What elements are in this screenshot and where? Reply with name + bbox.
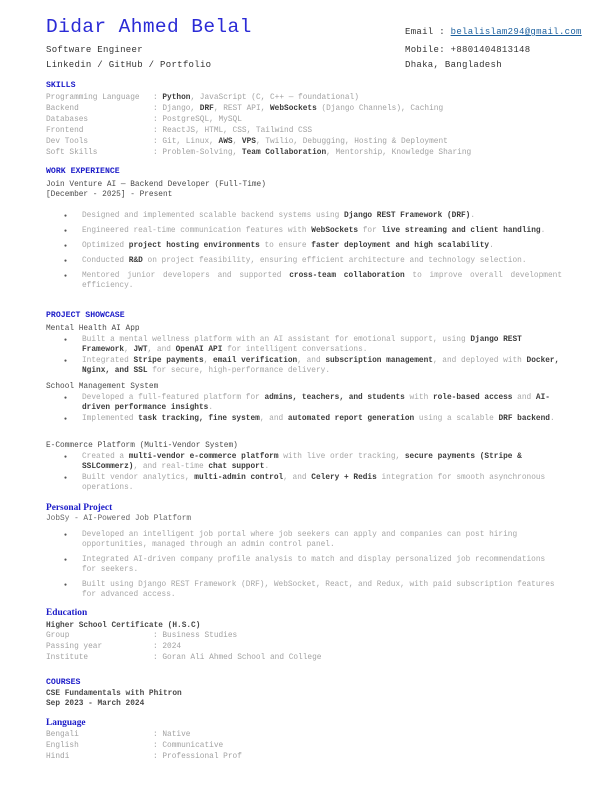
text: ReactJS, HTML, CSS, Tailwind CSS <box>162 127 313 135</box>
github-link[interactable]: GitHub <box>108 60 143 70</box>
emphasis-text: faster deployment and high scalability <box>311 242 490 250</box>
text: . <box>208 404 214 412</box>
row-value: Goran Ali Ahmed School and College <box>162 654 322 662</box>
project-bullets <box>64 452 562 494</box>
text: , JavaScript (C, C++ — foundational) <box>190 94 359 102</box>
text: Git, Linux, <box>162 138 219 146</box>
list-item <box>64 393 562 413</box>
colon: : <box>153 138 163 146</box>
personal-project-heading: Personal Project <box>46 503 113 513</box>
text: Mentored junior developers and supported <box>82 272 290 280</box>
emphasis-text: task tracking, fine system <box>138 415 260 423</box>
skills-heading: SKILLS <box>46 81 76 90</box>
text: to ensure <box>259 242 312 250</box>
text: to improve overall development efficiency. <box>82 272 562 290</box>
emphasis-text: R&D <box>128 257 143 265</box>
text: with <box>404 394 433 402</box>
emphasis-text: automated report generation <box>287 415 415 423</box>
colon: : <box>153 742 163 750</box>
project-title: Mental Health AI App <box>46 325 140 333</box>
emphasis-text: VPS <box>241 138 256 146</box>
text: on project feasibility, ensuring efficient architecture and technology selection. <box>142 257 527 265</box>
emphasis-text: live streaming and client handling <box>381 227 541 235</box>
text: Conducted <box>82 257 129 265</box>
colon: : <box>153 654 163 662</box>
project-title: School Management System <box>46 383 159 391</box>
text: , <box>203 357 214 365</box>
text: Engineered real-time communication features with <box>82 227 312 235</box>
text: (Django Channels), Caching <box>316 105 444 113</box>
row-label: Programming Language <box>46 94 140 102</box>
emphasis-text: JWT <box>133 346 148 354</box>
table-row <box>46 653 321 664</box>
row-value: Native <box>162 731 191 739</box>
emphasis-text: admins, teachers, and students <box>264 394 405 402</box>
text: Integrated <box>82 357 134 365</box>
emphasis-text: subscription management <box>325 357 433 365</box>
row-label: Backend <box>46 105 79 113</box>
row-label: Passing year <box>46 643 103 651</box>
emphasis-text: Stripe payments <box>133 357 204 365</box>
text: , and <box>259 415 288 423</box>
text: , REST API, <box>213 105 270 113</box>
emphasis-text: DRF backend <box>498 415 550 423</box>
table-row <box>46 104 471 115</box>
colon: : <box>153 149 163 157</box>
table-row <box>46 631 321 642</box>
list-item: ● Developed an intelligent job portal where job seekers can apply and companies can post hiring opportunities, managed through an admin control panel. <box>64 530 562 550</box>
education-table <box>46 631 321 664</box>
text: . <box>470 212 476 220</box>
table-row <box>46 93 471 104</box>
mobile-line: Mobile: +8801404813148 <box>405 45 531 55</box>
text: . <box>540 227 546 235</box>
emphasis-text: Docker, Nginx, and SSL <box>82 357 560 375</box>
emphasis-text: secure payments (Stripe & SSLCommerz) <box>82 453 522 471</box>
text: for intelligent conversations. <box>222 346 368 354</box>
text: Problem-Solving, <box>162 149 242 157</box>
project-title: E-Commerce Platform (Multi-Vendor System) <box>46 442 238 450</box>
table-row <box>46 730 242 741</box>
colon: : <box>153 116 163 124</box>
row-value <box>162 105 443 113</box>
work-experience-heading: WORK EXPERIENCE <box>46 167 120 176</box>
text: PostgreSQL, MySQL <box>162 116 242 124</box>
text: Built vendor analytics, <box>82 474 195 482</box>
emphasis-text: Django REST Framework (DRF) <box>344 212 471 220</box>
emphasis-text: AI-driven performance insights <box>82 394 550 412</box>
list-item <box>64 226 562 236</box>
list-item <box>64 414 562 424</box>
row-value <box>162 94 359 102</box>
emphasis-text: AWS <box>218 138 233 146</box>
row-label: Frontend <box>46 127 84 135</box>
text: using a scalable <box>414 415 499 423</box>
text: Built a mental wellness platform with an AI assistant for emotional support, using <box>82 336 471 344</box>
list-item: ● Integrated AI-driven company profile analysis to match and display personalized job recommendations for seekers. <box>64 555 562 575</box>
colon: : <box>153 643 163 651</box>
colon: : <box>153 105 163 113</box>
text: , and <box>283 474 312 482</box>
emphasis-text: WebSockets <box>311 227 359 235</box>
text: and <box>512 394 536 402</box>
course-name: CSE Fundamentals with Phitron <box>46 690 182 698</box>
emphasis-text: Celery + Redis <box>311 474 377 482</box>
text: Developed a full-featured platform for <box>82 394 265 402</box>
candidate-name: Didar Ahmed Belal <box>46 16 252 38</box>
text: , <box>124 346 134 354</box>
work-role: Join Venture AI — Backend Developer (Full-Time) <box>46 181 266 189</box>
colon: : <box>153 127 163 135</box>
portfolio-link[interactable]: Portfolio <box>160 60 212 70</box>
email-link[interactable]: belalislam294@gmail.com <box>450 27 582 37</box>
row-value <box>162 127 312 135</box>
language-heading: Language <box>46 718 86 728</box>
row-label: Group <box>46 632 70 640</box>
text: . <box>549 415 555 423</box>
table-row <box>46 137 471 148</box>
text: Implemented <box>82 415 139 423</box>
list-item <box>64 271 562 291</box>
row-label: English <box>46 742 79 750</box>
email-label: Email <box>405 27 434 37</box>
mobile-number: +8801404813148 <box>450 45 531 55</box>
text: integration for smooth asynchronous operations. <box>82 474 546 492</box>
linkedin-link[interactable]: Linkedin <box>46 60 92 70</box>
row-label: Soft Skills <box>46 149 98 157</box>
text: with live order tracking, <box>278 453 405 461</box>
emphasis-text: Python <box>162 94 191 102</box>
text: . <box>264 463 270 471</box>
row-value: 2024 <box>162 643 182 651</box>
text: , and <box>147 346 176 354</box>
list-item <box>64 241 562 251</box>
email-line: Email : belalislam294@gmail.com <box>405 27 582 37</box>
text: for <box>358 227 382 235</box>
list-item <box>64 335 562 355</box>
row-label: Databases <box>46 116 89 124</box>
emphasis-text: multi-vendor e-commerce platform <box>128 453 279 461</box>
emphasis-text: WebSockets <box>270 105 317 113</box>
row-label: Hindi <box>46 753 70 761</box>
emphasis-text: Django REST Framework <box>82 336 522 354</box>
text: . <box>489 242 494 250</box>
course-dates: Sep 2023 - March 2024 <box>46 700 145 708</box>
emphasis-text: Team Collaboration <box>241 149 327 157</box>
text: Designed and implemented scalable backend systems using <box>82 212 345 220</box>
text: , and real-time <box>133 463 209 471</box>
table-row <box>46 115 471 126</box>
emphasis-text: multi-admin control <box>194 474 284 482</box>
emphasis-text: chat support <box>208 463 265 471</box>
list-item <box>64 452 562 472</box>
education-heading: Education <box>46 608 88 618</box>
work-dates: [December - 2025] - Present <box>46 191 173 199</box>
link-separator: / <box>142 60 161 70</box>
row-value: Professional Prof <box>162 753 242 761</box>
personal-project-title: JobSy - AI-Powered Job Platform <box>46 515 192 523</box>
row-value <box>162 138 447 146</box>
table-row <box>46 642 321 653</box>
text: , Twilio, Debugging, Hosting & Deployment <box>255 138 448 146</box>
row-value <box>162 149 471 157</box>
emphasis-text: email verification <box>213 357 298 365</box>
colon: : <box>153 731 163 739</box>
colon: : <box>153 632 163 640</box>
row-value: Communicative <box>162 742 224 750</box>
courses-heading: COURSES <box>46 678 81 687</box>
table-row <box>46 148 471 159</box>
table-row <box>46 126 471 137</box>
list-item <box>64 356 562 376</box>
mobile-label: Mobile <box>405 45 440 55</box>
project-bullets <box>64 393 562 425</box>
list-item: ● Built using Django REST Framework (DRF), WebSocket, React, and Redux, with paid subscription features for advanced access. <box>64 580 562 600</box>
row-label: Institute <box>46 654 89 662</box>
emphasis-text: DRF <box>199 105 214 113</box>
skills-table <box>46 93 471 159</box>
degree: Higher School Certificate (H.S.C) <box>46 622 201 630</box>
job-title: Software Engineer <box>46 45 143 55</box>
text: Django, <box>162 105 200 113</box>
text: for secure, high-performance delivery. <box>147 367 330 375</box>
emphasis-text: role-based access <box>432 394 513 402</box>
row-label: Bengali <box>46 731 79 739</box>
emphasis-text: project hosting environments <box>128 242 260 250</box>
text: , and deployed with <box>432 357 527 365</box>
text: Optimized <box>82 242 129 250</box>
emphasis-text: cross-team collaboration <box>289 272 405 280</box>
list-item <box>64 256 562 266</box>
row-value: Business Studies <box>162 632 238 640</box>
location: Dhaka, Bangladesh <box>405 60 502 70</box>
list-item <box>64 211 562 221</box>
table-row <box>46 752 242 763</box>
table-row <box>46 741 242 752</box>
work-bullets <box>64 211 562 296</box>
row-label: Dev Tools <box>46 138 89 146</box>
language-table <box>46 730 242 763</box>
text: Created a <box>82 453 129 461</box>
profile-links <box>46 60 211 70</box>
emphasis-text: OpenAI API <box>175 346 223 354</box>
colon: : <box>153 94 163 102</box>
list-item <box>64 473 562 493</box>
text: , and <box>297 357 326 365</box>
project-bullets <box>64 335 562 377</box>
text: , <box>232 138 242 146</box>
personal-project-bullets <box>64 530 562 605</box>
text: , Mentorship, Knowledge Sharing <box>326 149 472 157</box>
link-separator: / <box>91 60 109 70</box>
project-showcase-heading: PROJECT SHOWCASE <box>46 311 125 320</box>
colon: : <box>153 753 163 761</box>
row-value <box>162 116 242 124</box>
